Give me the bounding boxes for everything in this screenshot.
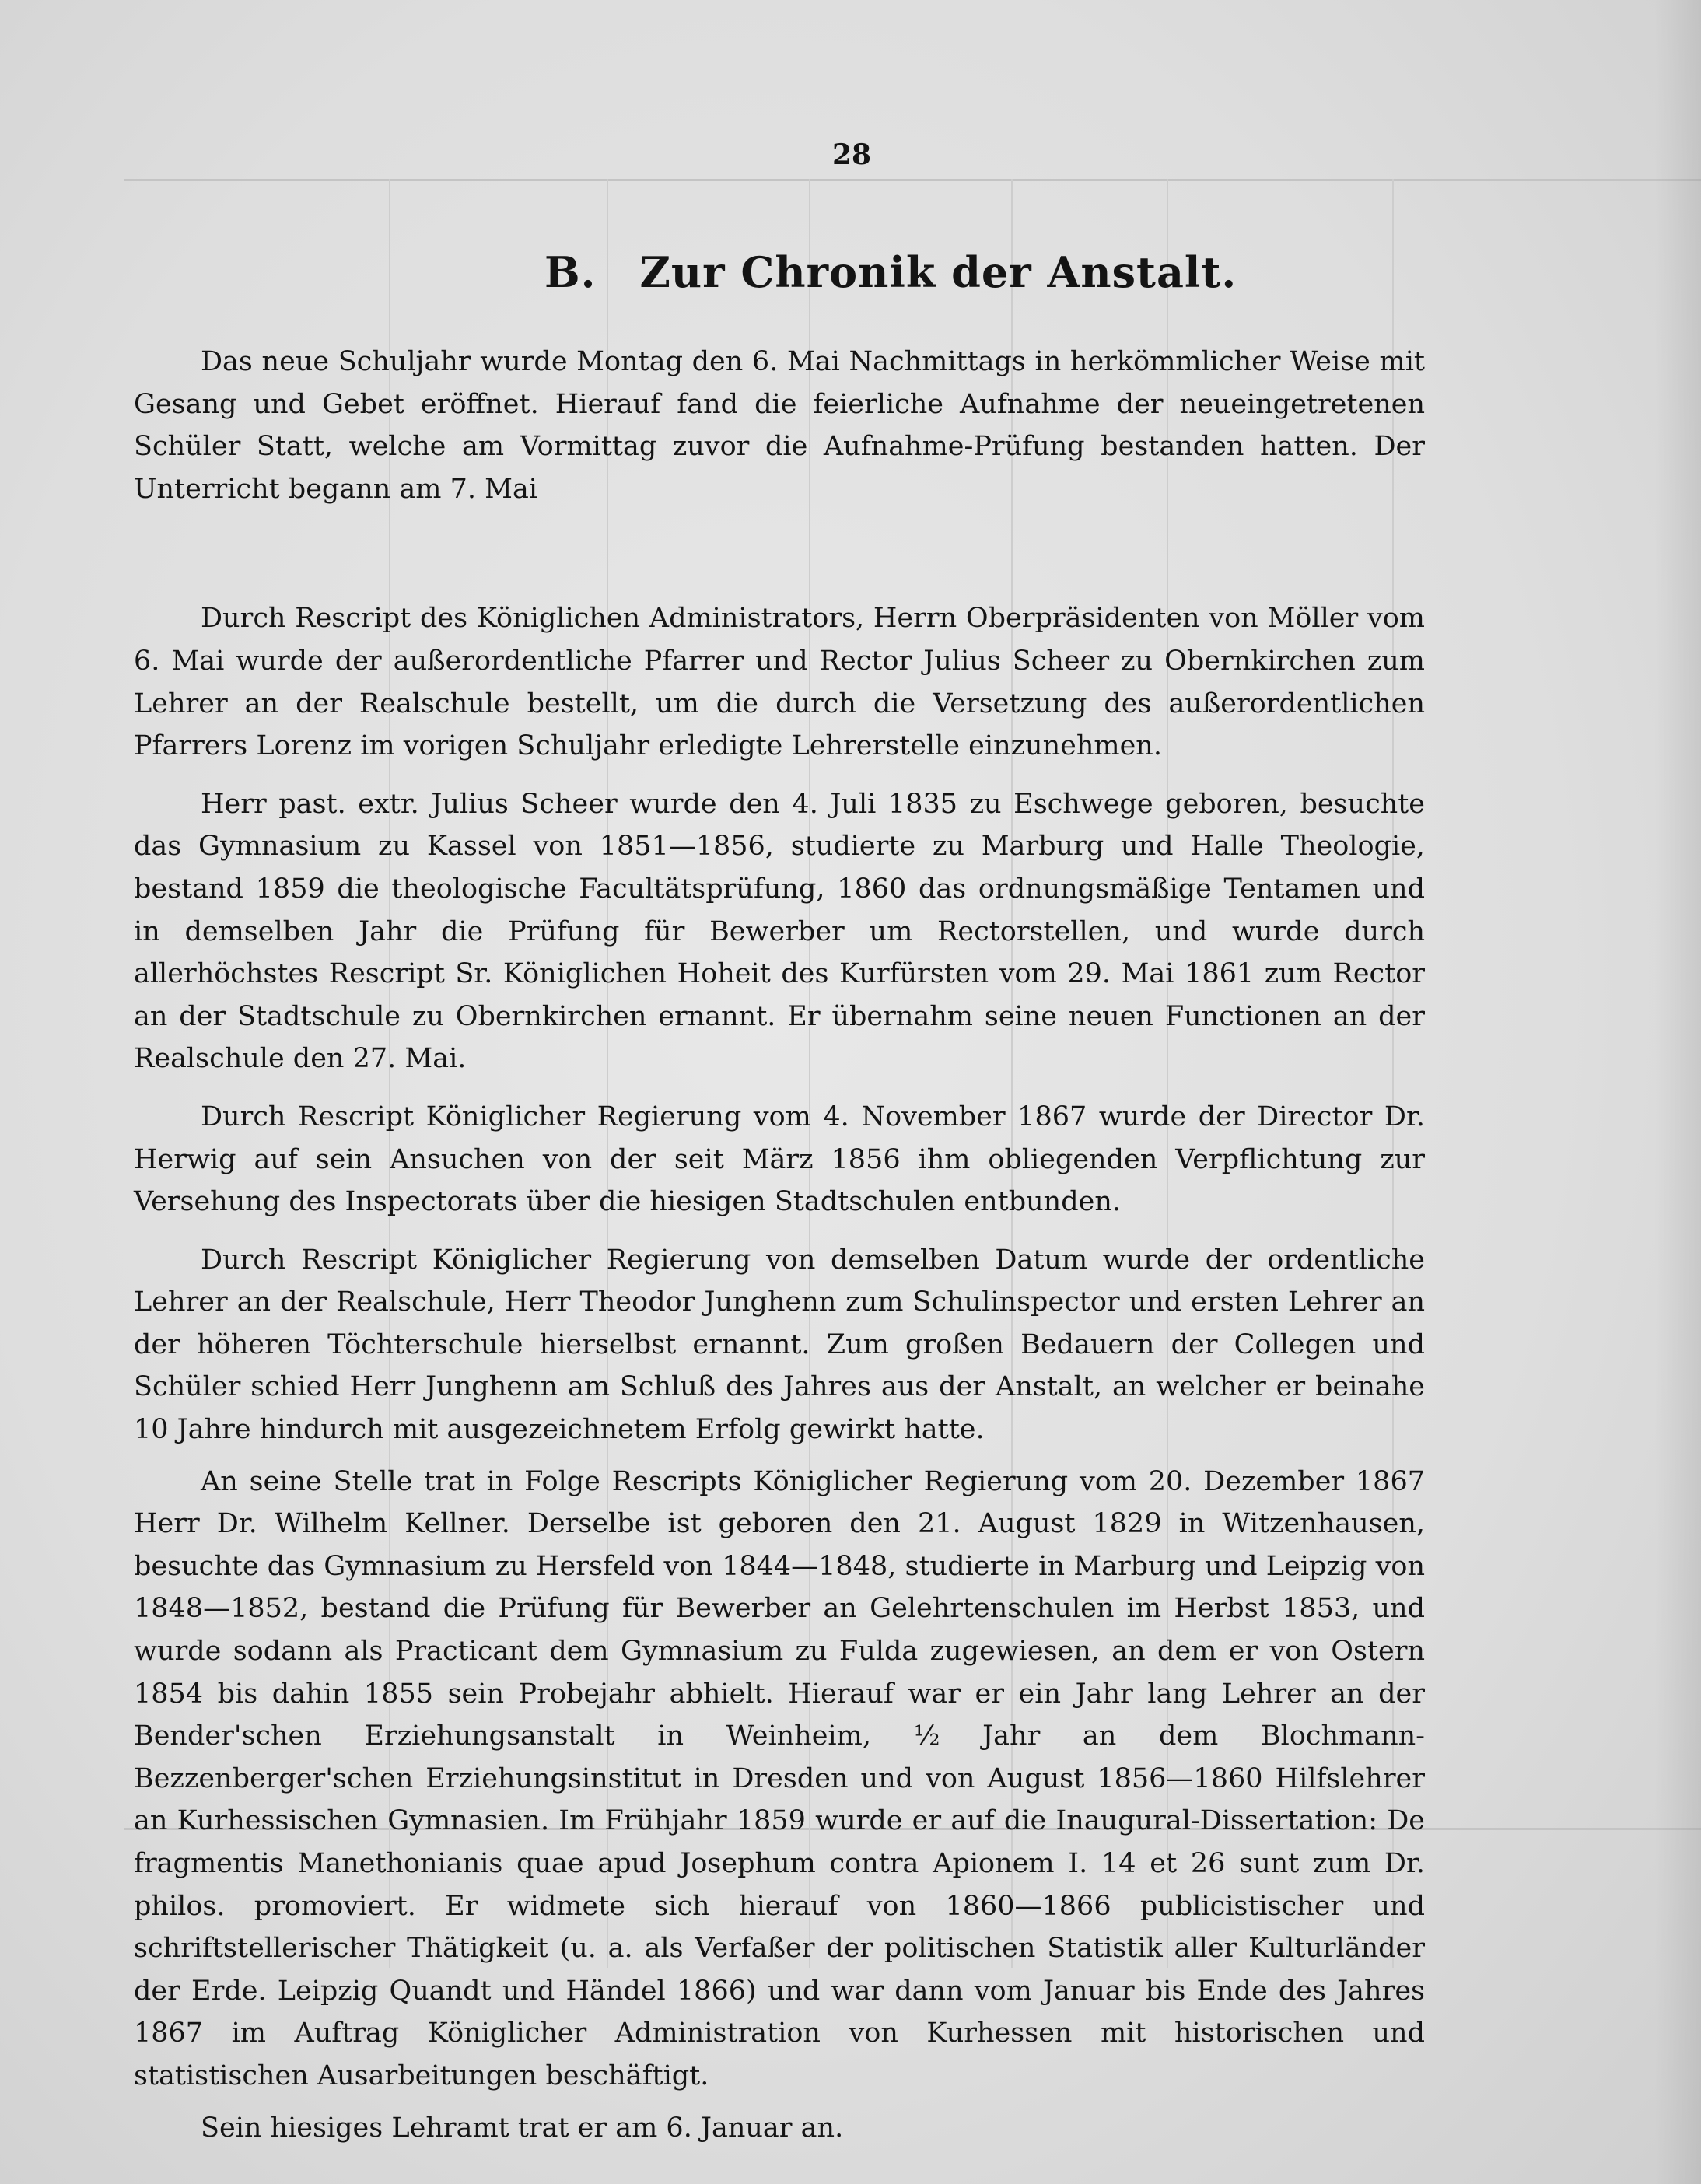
section-heading: [544, 247, 1244, 297]
chronicle-body: [134, 341, 1425, 2149]
paragraph-herwig-release: Durch Rescript Königlicher Regierung vom 4. November 1867 wurde der Director Dr. Herwig auf sein Ansuchen von der seit März 1856 ihm obliegenden Verpflichtung zur Versehung des Inspectorats über die hiesigen Stadtschulen entbunden.: [134, 1101, 1425, 1218]
page-edge-shadow: [1654, 0, 1701, 2184]
section-title: Zur Chronik der Anstalt.: [639, 247, 1237, 297]
paragraph-kellner-biography: An seine Stelle trat in Folge Rescripts Königlicher Regierung vom 20. Dezember 1867 Herr Dr. Wilhelm Kellner. Derselbe ist geboren den 21. August 1829 in Witzenhausen, besuchte das Gymnasium zu Hersfeld von 1844—1848, studierte in Marburg und Leipzig von 1848—1852, bestand die Prüfung für Bewerber an Gelehrtenschulen im Herbst 1853, und wurde sodann als Practicant dem Gymnasium zu Fulda zugewiesen, an dem er von Ostern 1854 bis dahin 1855 sein Probejahr abhielt. Hierauf war er ein Jahr lang Lehrer an der Bender'schen Erziehungsanstalt in Weinheim, ½ Jahr an dem Blochmann-Bezzenberger'schen Erziehungsinstitut in Dresden und von August 1856—1860 Hilfslehrer an Kurhessischen Gymnasien. Im Frühjahr 1859 wurde er auf die Inaugural-Dissertation: De fragmentis Manethonianis quae apud Josephum contra Apionem I. 14 et 26 sunt zum Dr. philos. promoviert. Er widmete sich hierauf von 1860—1866 publicistischer und schriftstellerischer Thätigkeit (u. a. als Verfaßer der politischen Statistik aller Kulturländer der Erde. Leipzig Quandt und Händel 1866) und war dann vom Januar bis Ende des Jahres 1867 im Auftrag Königlicher Administration von Kurhessen mit historischen und statistischen Ausarbeitungen beschäftigt.: [134, 1465, 1425, 2091]
paragraph-kellner-start: Sein hiesiges Lehramt trat er am 6. Januar an.: [201, 2112, 844, 2144]
section-letter: B.: [544, 247, 597, 297]
page-number: 28: [831, 138, 872, 171]
paragraph-scheer-biography: Herr past. extr. Julius Scheer wurde den 4. Juli 1835 zu Eschwege geboren, besuchte das Gymnasium zu Kassel von 1851—1856, studierte zu Marburg und Halle Theologie, bestand 1859 die theologische Facultätsprüfung, 1860 das ordnungsmäßige Tentamen und in demselben Jahr die Prüfung für Bewerber um Rectorstellen, und wurde durch allerhöchstes Rescript Sr. Königlichen Hoheit des Kurfürsten vom 29. Mai 1861 zum Rector an der Stadtschule zu Obernkirchen ernannt. Er übernahm seine neuen Functionen an der Realschule den 27. Mai.: [134, 788, 1425, 1075]
paragraph-junghenn-appointment: Durch Rescript Königlicher Regierung von demselben Datum wurde der ordentliche Lehrer an der Realschule, Herr Theodor Junghenn zum Schulinspector und ersten Lehrer an der höheren Töchterschule hierselbst ernannt. Zum großen Bedauern der Collegen und Schüler schied Herr Junghenn am Schluß des Jahres aus der Anstalt, an welcher er beinahe 10 Jahre hindurch mit ausgezeichnetem Erfolg gewirkt hatte.: [134, 1244, 1425, 1446]
bleed-through-rule: [124, 179, 1701, 181]
paragraph-scheer-appointment: Durch Rescript des Königlichen Administrators, Herrn Oberpräsidenten von Möller vom 6. Mai wurde der außerordentliche Pfarrer und Rector Julius Scheer zu Obernkirchen zum Lehrer an der Realschule bestellt, um die durch die Versetzung des außerordentlichen Pfarrers Lorenz im vorigen Schuljahr erledigte Lehrerstelle einzunehmen.: [134, 603, 1425, 762]
paragraph-school-year-opening: Das neue Schuljahr wurde Montag den 6. Mai Nachmittags in herkömmlicher Weise mit Gesang und Gebet eröffnet. Hierauf fand die feierliche Aufnahme der neueingetretenen Schüler Statt, welche am Vormittag zuvor die Aufnahme-Prüfung bestanden hatten. Der Unterricht begann am 7. Mai: [134, 346, 1425, 505]
